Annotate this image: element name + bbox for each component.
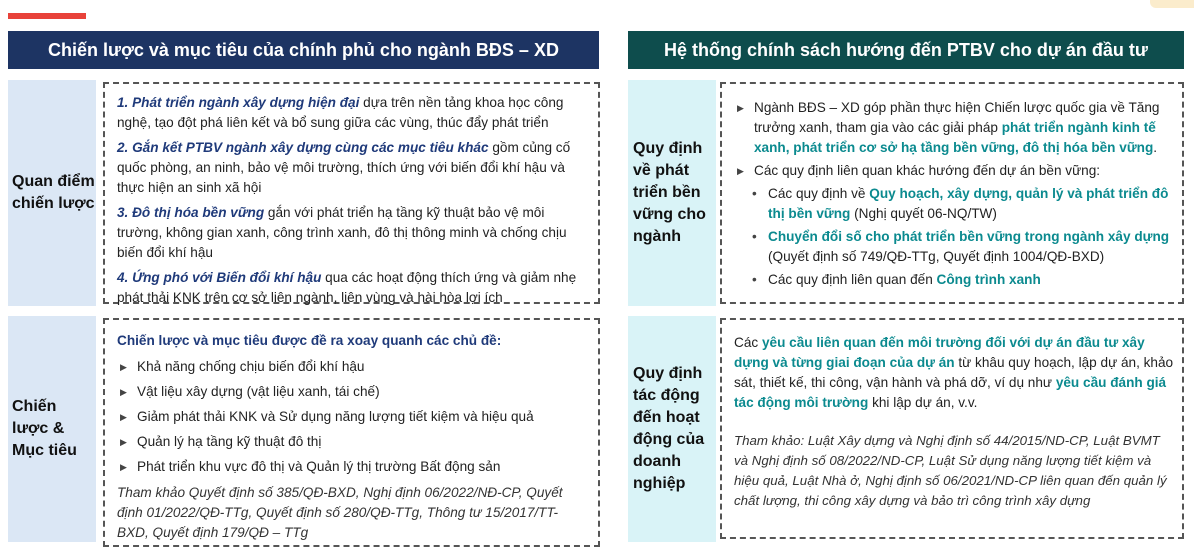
policy-item-green-growth: ▶ Ngành BĐS – XD góp phần thực hiện Chiến lược quốc gia về Tăng trưởng xanh, tham gia vào các giải pháp phát triển ngành kinh tế xanh, phát triển cơ sở hạ tầng bền vững, đô thị hóa bền vững. <box>734 98 1174 158</box>
right-section1-box <box>720 82 1184 304</box>
strategy-item-4: 4. Ứng phó với Biến đổi khí hậu qua các hoạt động thích ứng và giảm nhẹ phát thải KNK trên cơ sở liên ngành, liên vùng và hài hòa lợi ích <box>117 270 577 305</box>
left-reference: Tham khảo Quyết định số 385/QĐ-BXD, Nghị định 06/2022/NĐ-CP, Quyết định 01/2022/QĐ-TTg, Quyết định số 280/QĐ-TTg, Thông tư 15/2017/TT-BXD, Quyết định 179/QĐ – TTg <box>117 485 563 540</box>
env-requirements: Các yêu cầu liên quan đến môi trường đối với dự án đầu tư xây dựng và từng giai đoạn của dự án từ khâu quy hoạch, lập dự án, khảo sát, thiết kế, thi công, vận hành và phá dỡ, ví dụ như yêu cầu đánh giá tác động môi trường khi lập dự án, v.v. <box>734 335 1174 410</box>
policy-subitem-planning: • Các quy định về Quy hoạch, xây dựng, quản lý và phát triển đô thị bền vững (Nghị quyết 06-NQ/TW) <box>734 184 1174 224</box>
policy-item-other: ▶ Các quy định liên quan khác hướng đến dự án bền vững: <box>734 161 1174 181</box>
strategy-item-3: 3. Đô thị hóa bền vững gắn với phát triển hạ tầng kỹ thuật bảo vệ môi trường, không gian xanh, công trình xanh, đô thị thông minh và chống chịu biến đổi khí hậu <box>117 205 567 260</box>
policy-subitem-digital: • Chuyển đổi số cho phát triển bền vững trong ngành xây dựng (Quyết định số 749/QĐ-TTg, Quyết định 1004/QĐ-BXD) <box>734 227 1174 267</box>
strategy-item-1: 1. Phát triển ngành xây dựng hiện đại dựa trên nền tảng khoa học công nghệ, tạo đột phá liên kết và bổ sung giữa các vùng, thúc đẩy phát triển <box>117 95 564 130</box>
goal-item: ▶ Quản lý hạ tầng kỹ thuật đô thị <box>117 432 588 452</box>
policy-list <box>734 98 1174 181</box>
policy-sublist <box>734 184 1174 290</box>
goal-item: ▶ Giảm phát thải KNK và Sử dụng năng lượng tiết kiệm và hiệu quả <box>117 407 588 427</box>
right-reference: Tham khảo: Luật Xây dựng và Nghị định số 44/2015/ND-CP, Luật BVMT và Nghị định số 08/2022/ND-CP, Luật Sử dụng năng lượng tiết kiệm và hiệu quả, Luật Nhà ở, Nghị định số 06/2021/ND-CP liên quan đến quản lý chất lượng, thi công xây dựng và bảo trì công trình xây dựng <box>734 433 1167 508</box>
left-section1-box <box>103 82 600 304</box>
goal-item: ▶ Phát triển khu vực đô thị và Quản lý thị trường Bất động sản <box>117 457 588 477</box>
corner-tab <box>1150 0 1194 8</box>
goals-list <box>117 357 588 477</box>
left-header: Chiến lược và mục tiêu của chính phủ cho ngành BĐS – XD <box>8 31 599 69</box>
left-section2-box <box>103 318 600 547</box>
accent-bar <box>8 13 86 19</box>
right-section1-label: Quy định về phát triển bền vững cho ngành <box>628 80 716 306</box>
right-header: Hệ thống chính sách hướng đến PTBV cho dự án đầu tư <box>628 31 1184 69</box>
goals-intro: Chiến lược và mục tiêu được đề ra xoay quanh các chủ đề: <box>117 333 502 348</box>
left-section2-label: Chiến lược & Mục tiêu <box>8 316 96 542</box>
right-section2-label: Quy định tác động đến hoạt động của doanh nghiệp <box>628 316 716 542</box>
goal-item: ▶ Khả năng chống chịu biến đổi khí hậu <box>117 357 588 377</box>
strategy-item-2: 2. Gắn kết PTBV ngành xây dựng cùng các mục tiêu khác gồm củng cố quốc phòng, an ninh, bảo vệ môi trường, thích ứng với biến đổi khí hậu và thực hiện an sinh xã hội <box>117 140 571 195</box>
goal-item: ▶ Vật liệu xây dựng (vật liệu xanh, tái chế) <box>117 382 588 402</box>
left-section1-label: Quan điểm chiến lược <box>8 80 96 306</box>
policy-subitem-green-building: • Các quy định liên quan đến Công trình xanh <box>734 270 1174 290</box>
right-section2-box <box>720 318 1184 539</box>
